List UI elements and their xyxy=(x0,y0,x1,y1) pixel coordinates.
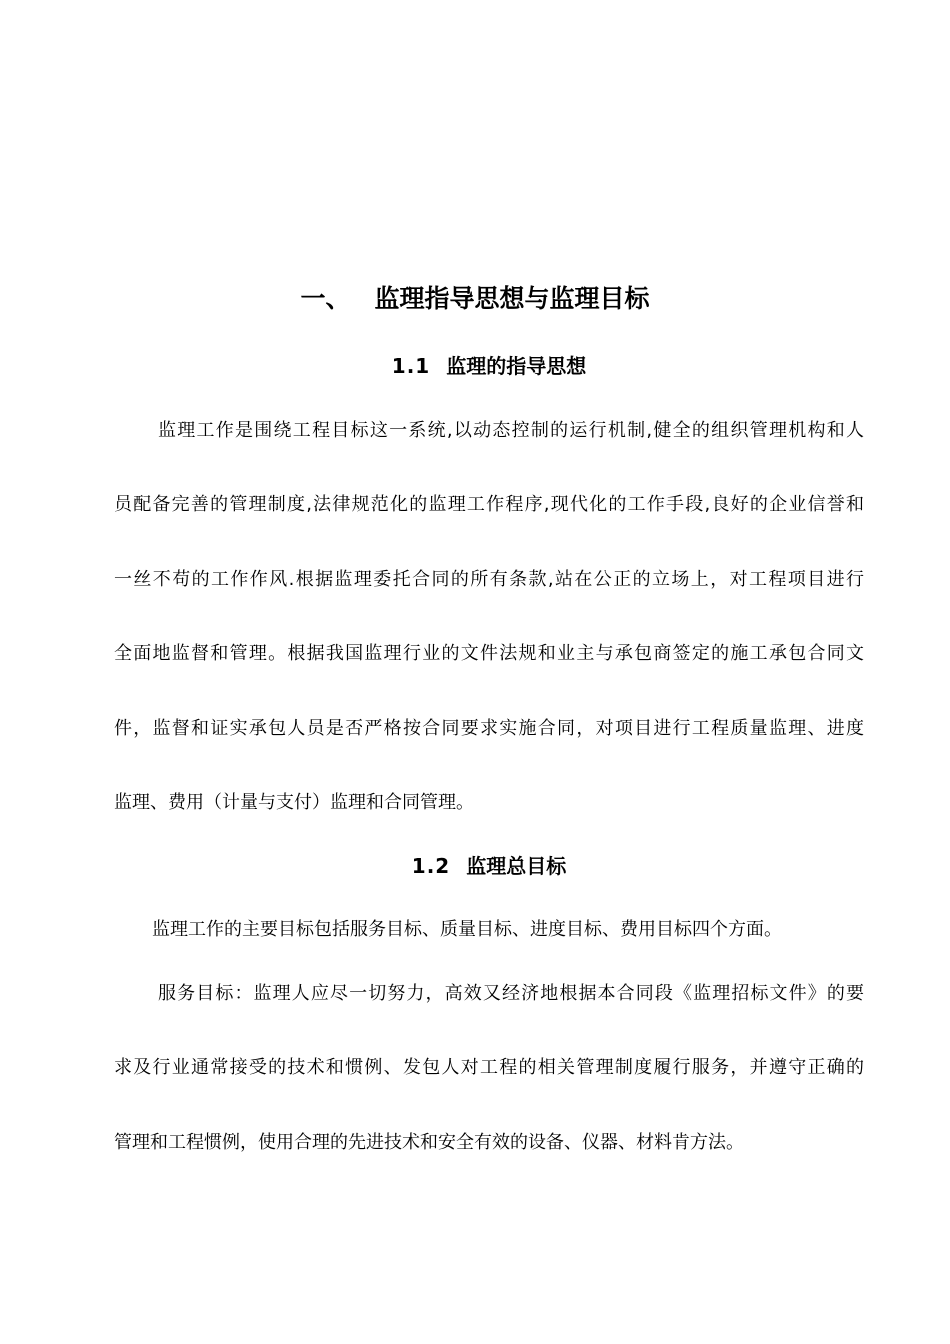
section-heading-1-1 xyxy=(0,353,950,379)
paragraph-line: 求及行业通常接受的技术和惯例、发包人对工程的相关管理制度履行服务，并遵守正确的 xyxy=(114,1057,864,1078)
paragraph-line: 服务目标：监理人应尽一切努力，高效又经济地根据本合同段《监理招标文件》的要 xyxy=(158,983,864,1004)
paragraph-line: 监理工作是围绕工程目标这一系统,以动态控制的运行机制,健全的组织管理机构和人 xyxy=(158,420,864,441)
paragraph-line: 员配备完善的管理制度,法律规范化的监理工作程序,现代化的工作手段,良好的企业信誉和 xyxy=(114,494,864,515)
paragraph-line: 管理和工程惯例，使用合理的先进技术和安全有效的设备、仪器、材料肯方法。 xyxy=(114,1132,744,1153)
section-number: 1.2 xyxy=(411,854,451,878)
paragraph-line: 一丝不苟的工作作风.根据监理委托合同的所有条款,站在公正的立场上，对工程项目进行 xyxy=(114,569,864,590)
section-number: 1.1 xyxy=(391,354,431,378)
paragraph-line: 全面地监督和管理。根据我国监理行业的文件法规和业主与承包商签定的施工承包合同文 xyxy=(114,643,864,664)
paragraph-line: 监理、费用（计量与支付）监理和合同管理。 xyxy=(114,792,474,813)
section-title: 监理的指导思想 xyxy=(446,354,587,378)
paragraph-overall-goal: 监理工作的主要目标包括服务目标、质量目标、进度目标、费用目标四个方面。 xyxy=(152,919,782,940)
paragraph-line: 件，监督和证实承包人员是否严格按合同要求实施合同，对项目进行工程质量监理、进度 xyxy=(114,718,864,739)
section-heading-1-2 xyxy=(0,853,950,879)
section-title: 监理总目标 xyxy=(466,854,567,878)
chapter-title-text: 监理指导思想与监理目标 xyxy=(374,284,650,313)
chapter-number: 一、 xyxy=(300,284,351,313)
chapter-title xyxy=(0,283,950,315)
